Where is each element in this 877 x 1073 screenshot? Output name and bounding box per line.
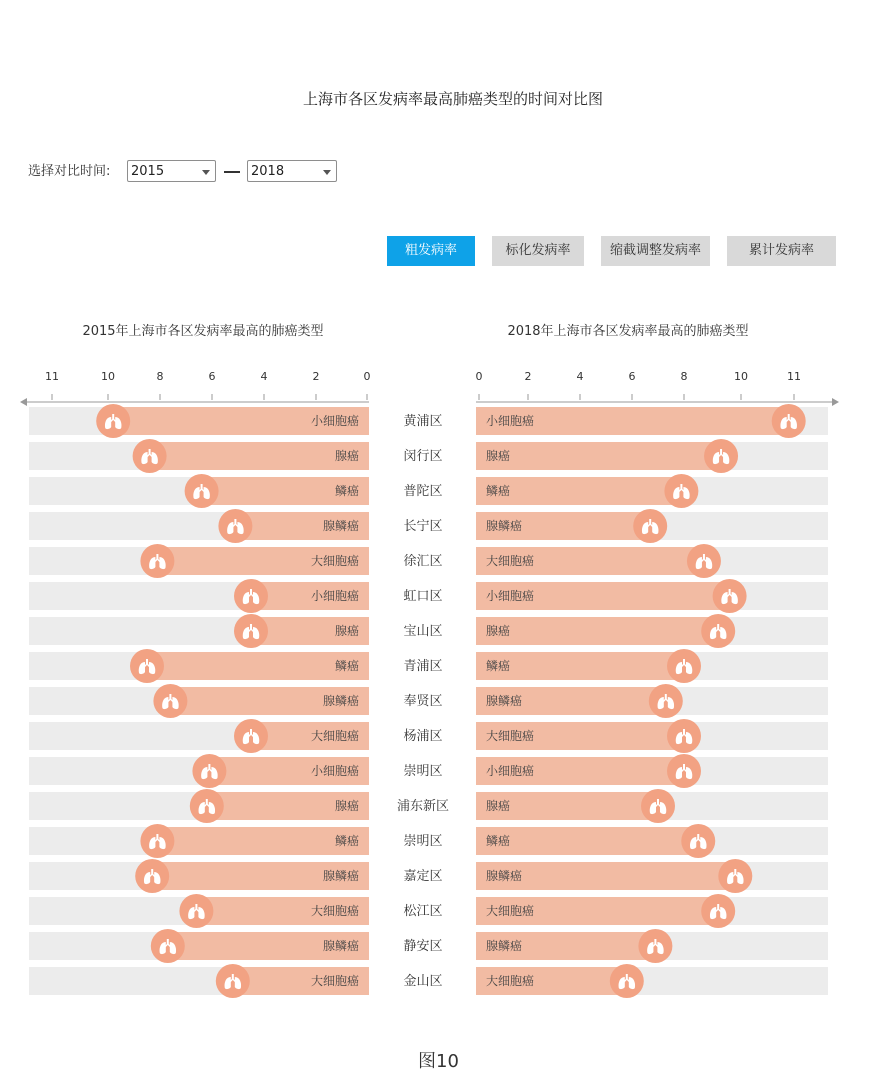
- left-bar-type-label: 腺鳞癌: [322, 519, 359, 533]
- lung-marker-icon: [140, 544, 174, 578]
- district-label: 虹口区: [403, 589, 443, 604]
- lung-marker-icon: [216, 964, 250, 998]
- lung-marker-icon: [667, 754, 701, 788]
- lung-marker-icon: [130, 649, 164, 683]
- lung-marker-icon: [234, 719, 268, 753]
- lung-marker-icon: [667, 719, 701, 753]
- right-axis-tick-label: 4: [576, 370, 584, 383]
- right-bar-type-label: 腺鳞癌: [486, 869, 523, 883]
- lung-marker-icon: [610, 964, 644, 998]
- chart-row: [29, 579, 828, 613]
- marker-circle: [704, 439, 738, 473]
- lung-marker-icon: [772, 404, 806, 438]
- right-bar-type-label: 小细胞癌: [486, 764, 535, 778]
- district-label: 宝山区: [403, 624, 443, 639]
- marker-circle: [713, 579, 747, 613]
- right-bar-type-label: 腺鳞癌: [486, 519, 523, 533]
- right-axis-tick-label: 10: [734, 370, 748, 383]
- lung-marker-icon: [649, 684, 683, 718]
- page-title: 上海市各区发病率最高肺癌类型的时间对比图: [302, 90, 603, 108]
- left-bar-type-label: 鳞癌: [334, 659, 359, 673]
- right-chart-title: 2018年上海市各区发病率最高的肺癌类型: [507, 324, 749, 339]
- district-label: 崇明区: [403, 834, 443, 849]
- marker-circle: [687, 544, 721, 578]
- tab-cumulative-incidence[interactable]: 累计发病率: [727, 236, 836, 266]
- marker-circle: [633, 509, 667, 543]
- left-bar-type-label: 鳞癌: [334, 484, 359, 498]
- marker-circle: [216, 964, 250, 998]
- chart-row: [29, 824, 828, 858]
- right-bar-type-label: 腺鳞癌: [486, 939, 523, 953]
- start-year-value: 2015: [131, 164, 165, 179]
- chart-row: [29, 964, 828, 998]
- right-axis-tick-label: 6: [628, 370, 636, 383]
- right-axis-tick-label: 8: [680, 370, 688, 383]
- lung-marker-icon: [638, 929, 672, 963]
- left-axis-tick-label: 4: [260, 370, 268, 383]
- left-bar-type-label: 小细胞癌: [310, 414, 359, 428]
- district-label: 奉贤区: [403, 694, 443, 709]
- marker-circle: [192, 754, 226, 788]
- lung-marker-icon: [641, 789, 675, 823]
- marker-circle: [664, 474, 698, 508]
- marker-circle: [140, 824, 174, 858]
- tab-standardized-incidence[interactable]: 标化发病率: [492, 236, 584, 266]
- lung-marker-icon: [133, 439, 167, 473]
- district-label: 闵行区: [403, 449, 443, 464]
- lung-marker-icon: [704, 439, 738, 473]
- marker-circle: [610, 964, 644, 998]
- marker-circle: [701, 894, 735, 928]
- marker-circle: [234, 579, 268, 613]
- chart-row: [29, 859, 828, 893]
- marker-circle: [718, 859, 752, 893]
- left-axis-tick-label: 0: [363, 370, 371, 383]
- right-bar-type-label: 腺癌: [486, 799, 511, 813]
- left-bar-type-label: 腺癌: [334, 624, 359, 638]
- right-axis-arrow: [832, 398, 839, 406]
- right-axis-tick-label: 11: [787, 370, 801, 383]
- marker-circle: [179, 894, 213, 928]
- left-bar-type-label: 小细胞癌: [310, 764, 359, 778]
- left-bar-type-label: 腺鳞癌: [322, 694, 359, 708]
- marker-circle: [667, 649, 701, 683]
- left-bar-type-label: 大细胞癌: [310, 729, 359, 743]
- lung-marker-icon: [633, 509, 667, 543]
- lung-marker-icon: [664, 474, 698, 508]
- right-bar: [476, 617, 718, 645]
- figure-caption: 图10: [418, 1051, 459, 1072]
- right-axis-tick-label: 0: [475, 370, 483, 383]
- left-bar-type-label: 大细胞癌: [310, 554, 359, 568]
- district-label: 长宁区: [403, 519, 443, 534]
- left-bar-type-label: 腺鳞癌: [322, 869, 359, 883]
- lung-marker-icon: [218, 509, 252, 543]
- left-bar-type-label: 大细胞癌: [310, 904, 359, 918]
- lung-marker-icon: [96, 404, 130, 438]
- district-label: 杨浦区: [403, 729, 443, 744]
- right-bar-type-label: 大细胞癌: [486, 554, 535, 568]
- district-label: 青浦区: [403, 659, 443, 674]
- right-bar-type-label: 鳞癌: [486, 484, 511, 498]
- chart-row: [29, 929, 828, 963]
- right-bar-type-label: 小细胞癌: [486, 414, 535, 428]
- tab-truncated-adjusted-incidence[interactable]: 缩截调整发病率: [601, 236, 710, 266]
- marker-circle: [667, 719, 701, 753]
- lung-marker-icon: [140, 824, 174, 858]
- right-axis-tick-label: 2: [524, 370, 532, 383]
- right-bar-type-label: 鳞癌: [486, 659, 511, 673]
- lung-marker-icon: [153, 684, 187, 718]
- lung-marker-icon: [713, 579, 747, 613]
- chart-row: [29, 754, 828, 788]
- marker-circle: [140, 544, 174, 578]
- marker-circle: [667, 754, 701, 788]
- left-chart-title: 2015年上海市各区发病率最高的肺癌类型: [82, 324, 324, 339]
- left-axis-tick-label: 6: [208, 370, 216, 383]
- left-bar-type-label: 鳞癌: [334, 834, 359, 848]
- left-axis-tick-label: 10: [101, 370, 115, 383]
- lung-marker-icon: [179, 894, 213, 928]
- left-axis-tick-label: 11: [45, 370, 59, 383]
- right-bar-type-label: 大细胞癌: [486, 974, 535, 988]
- district-label: 金山区: [403, 974, 443, 989]
- left-bar-type-label: 小细胞癌: [310, 589, 359, 603]
- left-axis-tick-label: 2: [312, 370, 320, 383]
- district-label: 浦东新区: [396, 799, 450, 814]
- lung-marker-icon: [234, 614, 268, 648]
- right-bar-type-label: 大细胞癌: [486, 904, 535, 918]
- lung-marker-icon: [701, 894, 735, 928]
- marker-circle: [772, 404, 806, 438]
- tab-crude-incidence[interactable]: 粗发病率: [387, 236, 475, 266]
- chart-row: [29, 649, 828, 683]
- district-label: 黄浦区: [403, 414, 443, 429]
- district-label: 普陀区: [403, 484, 443, 499]
- marker-circle: [133, 439, 167, 473]
- left-bar-type-label: 腺鳞癌: [322, 939, 359, 953]
- right-bar-type-label: 腺鳞癌: [486, 694, 523, 708]
- right-bar-type-label: 腺癌: [486, 449, 511, 463]
- end-year-value: 2018: [251, 164, 285, 179]
- lung-marker-icon: [234, 579, 268, 613]
- left-bar-type-label: 大细胞癌: [310, 974, 359, 988]
- chart-row: [29, 614, 828, 648]
- chart-row: [29, 439, 828, 473]
- marker-circle: [638, 929, 672, 963]
- district-label: 嘉定区: [403, 869, 443, 884]
- chart-row: [29, 474, 828, 508]
- district-label: 松江区: [403, 904, 443, 919]
- marker-circle: [641, 789, 675, 823]
- marker-circle: [130, 649, 164, 683]
- lung-marker-icon: [667, 649, 701, 683]
- left-bar-type-label: 腺癌: [334, 799, 359, 813]
- right-bar-type-label: 大细胞癌: [486, 729, 535, 743]
- district-label: 徐汇区: [403, 554, 443, 569]
- marker-circle: [135, 859, 169, 893]
- left-axis-tick-label: 8: [156, 370, 164, 383]
- right-bar-type-label: 小细胞癌: [486, 589, 535, 603]
- marker-circle: [190, 789, 224, 823]
- compare-time-label: 选择对比时间:: [28, 164, 111, 179]
- lung-marker-icon: [718, 859, 752, 893]
- marker-circle: [153, 684, 187, 718]
- lung-marker-icon: [192, 754, 226, 788]
- marker-circle: [649, 684, 683, 718]
- lung-marker-icon: [151, 929, 185, 963]
- left-bar-type-label: 腺癌: [334, 449, 359, 463]
- district-label: 静安区: [403, 939, 443, 954]
- chart-row: [29, 684, 828, 718]
- lung-marker-icon: [190, 789, 224, 823]
- left-axis-arrow: [20, 398, 27, 406]
- right-bar-type-label: 腺癌: [486, 624, 511, 638]
- marker-circle: [185, 474, 219, 508]
- right-bar-type-label: 鳞癌: [486, 834, 511, 848]
- marker-circle: [681, 824, 715, 858]
- marker-circle: [234, 614, 268, 648]
- lung-marker-icon: [185, 474, 219, 508]
- chart-row: [29, 544, 828, 578]
- marker-circle: [234, 719, 268, 753]
- lung-marker-icon: [687, 544, 721, 578]
- chart-row: [29, 404, 828, 438]
- chart-row: [29, 789, 828, 823]
- chart-row: [29, 509, 828, 543]
- marker-circle: [218, 509, 252, 543]
- district-label: 崇明区: [403, 764, 443, 779]
- lung-marker-icon: [135, 859, 169, 893]
- marker-circle: [96, 404, 130, 438]
- chart-row: [29, 894, 828, 928]
- right-bar: [476, 442, 721, 470]
- marker-circle: [701, 614, 735, 648]
- lung-marker-icon: [681, 824, 715, 858]
- lung-marker-icon: [701, 614, 735, 648]
- marker-circle: [151, 929, 185, 963]
- chart-row: [29, 719, 828, 753]
